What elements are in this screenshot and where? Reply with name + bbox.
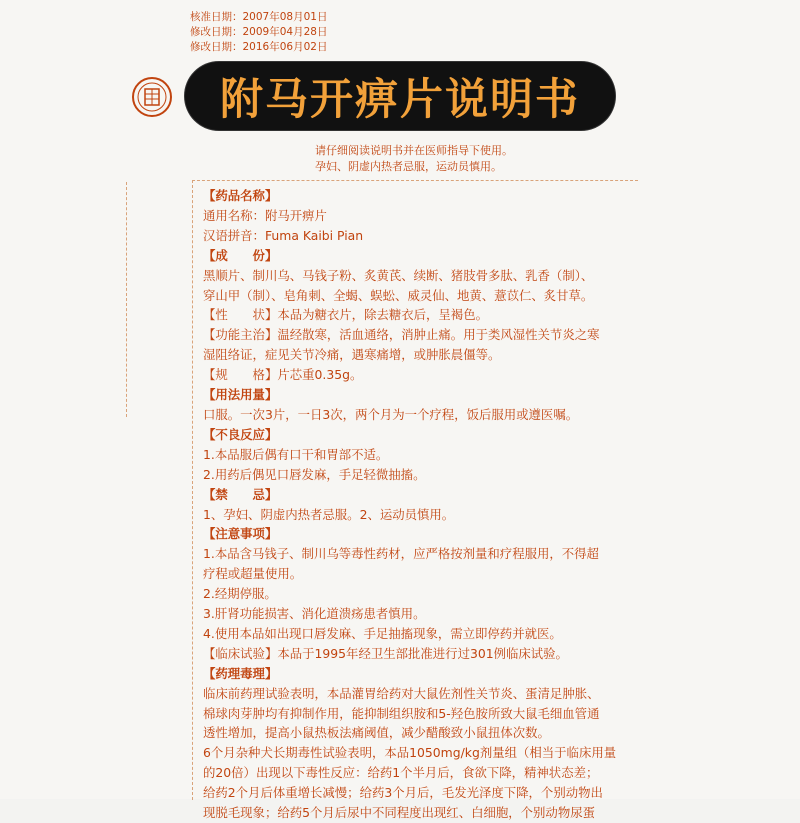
section-header: 【用法用量】	[203, 387, 278, 403]
body-line: 黑顺片、制川乌、马钱子粉、炙黄芪、续断、猪肢骨多肽、乳香（制）、	[203, 267, 594, 283]
revision-dates	[190, 10, 327, 55]
usage-note-1: 请仔细阅读说明书并在医师指导下使用。	[315, 144, 513, 157]
body-line: 【临床试验】本品于1995年经卫生部批准进行过301例临床试验。	[203, 645, 568, 661]
brand-seal-logo	[131, 76, 173, 118]
body-line: 现脱毛现象；给药5个月后尿中不同程度出现红、白细胞，个别动物尿蛋	[203, 805, 595, 821]
section-header: 【成 份】	[203, 247, 278, 263]
body-line: 棉球肉芽肿均有抑制作用，能抑制组织胺和5-羟色胺所致大鼠毛细血管通	[203, 705, 600, 721]
section-header: 【禁 忌】	[203, 486, 278, 502]
body-line: 湿阻络证，症见关节冷痛，遇寒痛增，或肿胀晨僵等。	[203, 347, 501, 363]
title-banner	[185, 62, 615, 130]
section-header: 【注意事项】	[203, 526, 278, 542]
body-line: 2.用药后偶见口唇发麻，手足轻微抽搐。	[203, 466, 426, 482]
usage-note-2: 孕妇、阴虚内热者忌服，运动员慎用。	[315, 160, 502, 173]
body-line: 4.使用本品如出现口唇发麻、手足抽搐现象，需立即停药并就医。	[203, 625, 562, 641]
instruction-body	[203, 186, 635, 823]
body-line: 口服。一次3片，一日3次，两个月为一个疗程，饭后服用或遵医嘱。	[203, 406, 579, 422]
body-line: 给药2个月后体重增长减慢；给药3个月后，毛发光泽度下降，个别动物出	[203, 785, 603, 801]
body-line: 的20倍）出现以下毒性反应：给药1个半月后，食欲下降，精神状态差；	[203, 765, 599, 781]
section-header: 【药理毒理】	[203, 665, 278, 681]
body-line: 汉语拼音：Fuma Kaibi Pian	[203, 227, 364, 243]
body-line: 2.经期停服。	[203, 586, 277, 602]
section-header: 【不良反应】	[203, 426, 278, 442]
modification-date-1: 修改日期：2009年04月28日	[190, 26, 328, 38]
body-line: 1、孕妇、阴虚内热者忌服。2、运动员慎用。	[203, 506, 455, 522]
usage-notes	[315, 143, 513, 175]
body-line: 【功能主治】温经散寒，活血通络，消肿止痛。用于类风湿性关节炎之寒	[203, 327, 600, 343]
body-line: 临床前药理试验表明，本品灌胃给药对大鼠佐剂性关节炎、蛋清足肿胀、	[203, 685, 600, 701]
modification-date-2: 修改日期：2016年06月02日	[190, 41, 328, 53]
body-line: 6个月杂种犬长期毒性试验表明，本品1050mg/kg剂量组（相当于临床用量	[203, 745, 617, 761]
body-line: 1.本品含马钱子、制川乌等毒性药材，应严格按剂量和疗程服用，不得超	[203, 546, 599, 562]
fold-line	[126, 182, 128, 417]
body-line: 【规 格】片芯重0.35g。	[203, 367, 363, 383]
body-line: 穿山甲（制）、皂角刺、全蝎、蜈蚣、威灵仙、地黄、薏苡仁、炙甘草。	[203, 287, 594, 303]
body-line: 通用名称：附马开痹片	[203, 207, 327, 223]
approval-date: 核准日期：2007年08月01日	[190, 11, 328, 23]
body-line: 透性增加，提高小鼠热板法痛阈值，减少醋酸致小鼠扭体次数。	[203, 725, 550, 741]
section-header: 【药品名称】	[203, 188, 278, 203]
body-line: 1.本品服后偶有口干和胃部不适。	[203, 446, 389, 462]
document-title: 附马开痹片说明书	[220, 74, 580, 125]
body-line: 【性 状】本品为糖衣片，除去糖衣后，呈褐色。	[203, 307, 488, 323]
body-line: 3.肝肾功能损害、消化道溃疡患者慎用。	[203, 606, 426, 622]
body-line: 疗程或超量使用。	[203, 566, 303, 582]
